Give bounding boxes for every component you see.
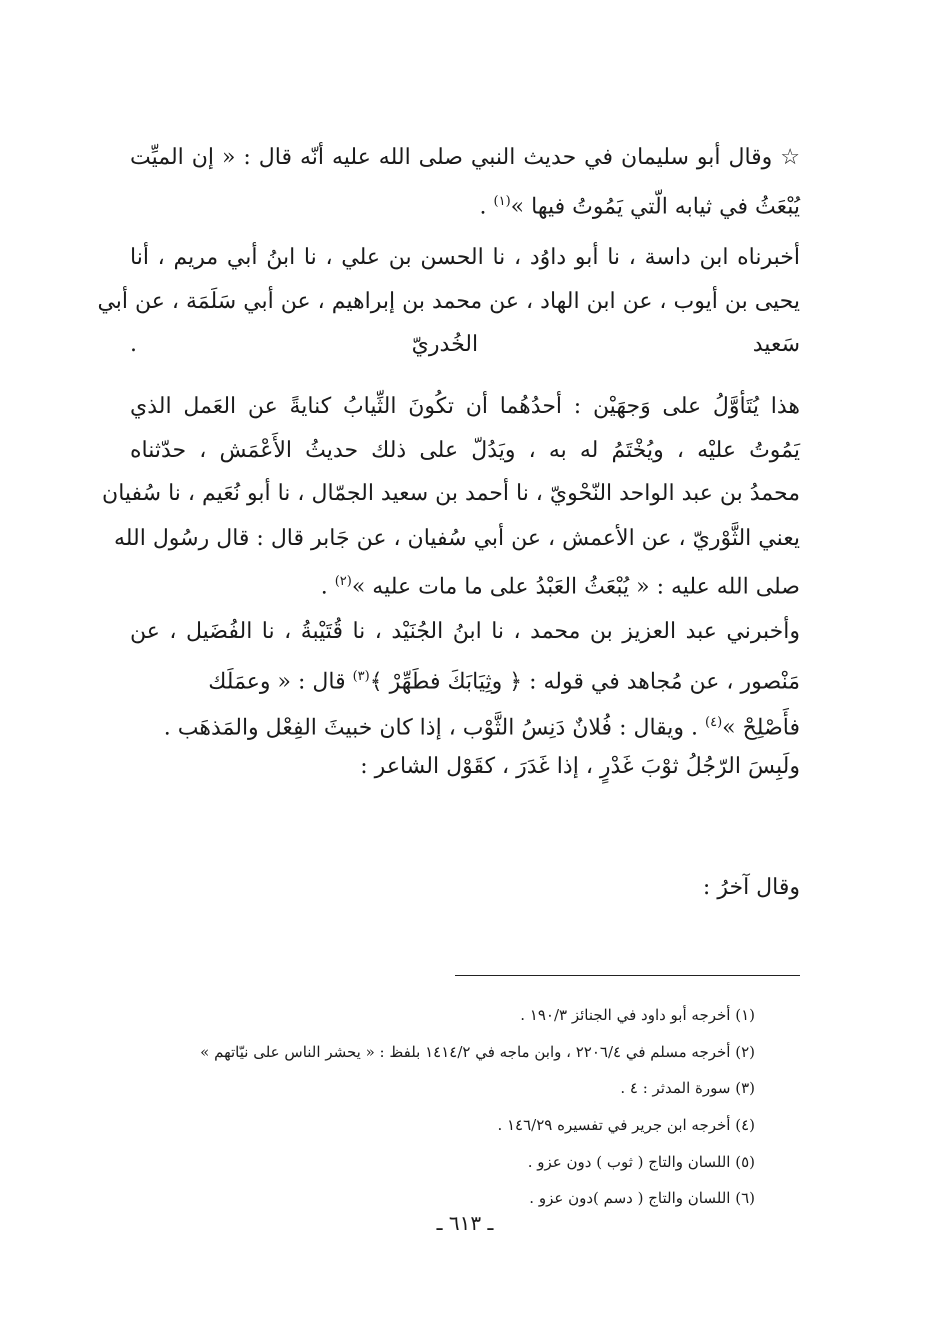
text-line-14: فأَصْلِحْ »$^{(٤)}$ . ويقال : فُلانٌ دَنِسُ الثَّوْب ، إذا كان خبيثَ الفِعْل والمَذهَب . — [163, 715, 800, 741]
text-line-9: محمدُ بن عبد الواحد النّحْويّ ، نا أحمد بن سعيد الجمّال ، نا أبو نُعَيم ، نا سُفيان — [102, 481, 800, 506]
footnote-6: (٦) اللسان والتاج ( دسم )دون عزو . — [529, 1189, 755, 1207]
text-line-1: ☆ وقال أبو سليمان في حديث النبي صلى الله عليه أنّه قال : « إن الميِّت — [130, 145, 800, 170]
text-line-12: وأخبرني عبد العزيز بن محمد ، نا ابنُ الجُنَيْد ، نا قُتَيْبةُ ، نا الفُضَيل ، عن — [130, 619, 800, 644]
footnote-separator — [455, 975, 800, 976]
text-line-5: سَعيد الخُدريّ . — [130, 332, 800, 357]
text-line-10: يعني الثَّوْريّ ، عن الأعمش ، عن أبي سُفيان ، عن جَابر قال : قال رسُول الله — [113, 526, 800, 551]
text-line-15: ولَبِسَ الرّجُلُ ثوْبَ غَدْرٍ ، إذا غَدَرَ ، كقَوْل الشاعر : — [360, 754, 800, 779]
text-line-13: مَنْصور ، عن مُجاهد في قوله : ﴿ وثِيَابَكَ فطَهِّرْ ﴾$^{(٣)}$ قال : « وعمَلَك — [208, 669, 800, 695]
footnote-ref-2: (٢) — [334, 574, 352, 589]
text-line-8: يَمُوتُ عليْه ، ويُخْتَمُ له به ، ويَدُلّ على ذلك حديثُ الأَعْمَش ، حدّثناه — [130, 438, 800, 463]
text-line-7: هذا يُتَأوَّلُ على وَجهَيْن : أحدُهُما أن تكُونَ الثِّيابُ كنايةً عن العَمل الذي — [130, 394, 800, 419]
footnote-3: (٣) سورة المدثر : ٤ . — [620, 1079, 755, 1097]
footnote-5: (٥) اللسان والتاج ( ثوب ) دون عزو . — [527, 1153, 755, 1171]
footnote-2: (٢) أخرجه مسلم في ٢٢٠٦/٤ ، وابن ماجه في ١٤١٤/٢ بلفظ : « يحشر الناس على نيّاتهم » — [200, 1043, 755, 1061]
footnote-4: (٤) أخرجه ابن جرير في تفسيره ١٤٦/٢٩ . — [497, 1116, 755, 1134]
page-number: ـ ٦١٣ ـ — [436, 1211, 494, 1235]
footnote-ref-3: (٣) — [352, 669, 370, 684]
text-line-2: يُبْعَثُ في ثيابه الّتي يَمُوتُ فيها »$^{(١)}$ . — [479, 194, 800, 220]
text-line-11: صلى الله عليه : « يُبْعَثُ العَبْدُ على ما مات عليه »$^{(٢)}$ . — [320, 574, 800, 600]
footnote-ref-1: (١) — [493, 194, 511, 209]
text-line-3: أخبرناه ابن داسة ، نا أبو داوُد ، نا الحسن بن علي ، نا ابنُ أبي مريم ، أنا — [130, 245, 800, 270]
footnote-1: (١) أخرجه أبو داود في الجنائز ١٩٠/٣ . — [520, 1006, 755, 1024]
text-line-16: وقال آخرُ : — [702, 875, 800, 900]
footnote-ref-4: (٤) — [705, 715, 723, 730]
text-line-4: يحيى بن أيوب ، عن ابن الهاد ، عن محمد بن إبراهيم ، عن أبي سَلَمَة ، عن أبي — [97, 289, 800, 314]
